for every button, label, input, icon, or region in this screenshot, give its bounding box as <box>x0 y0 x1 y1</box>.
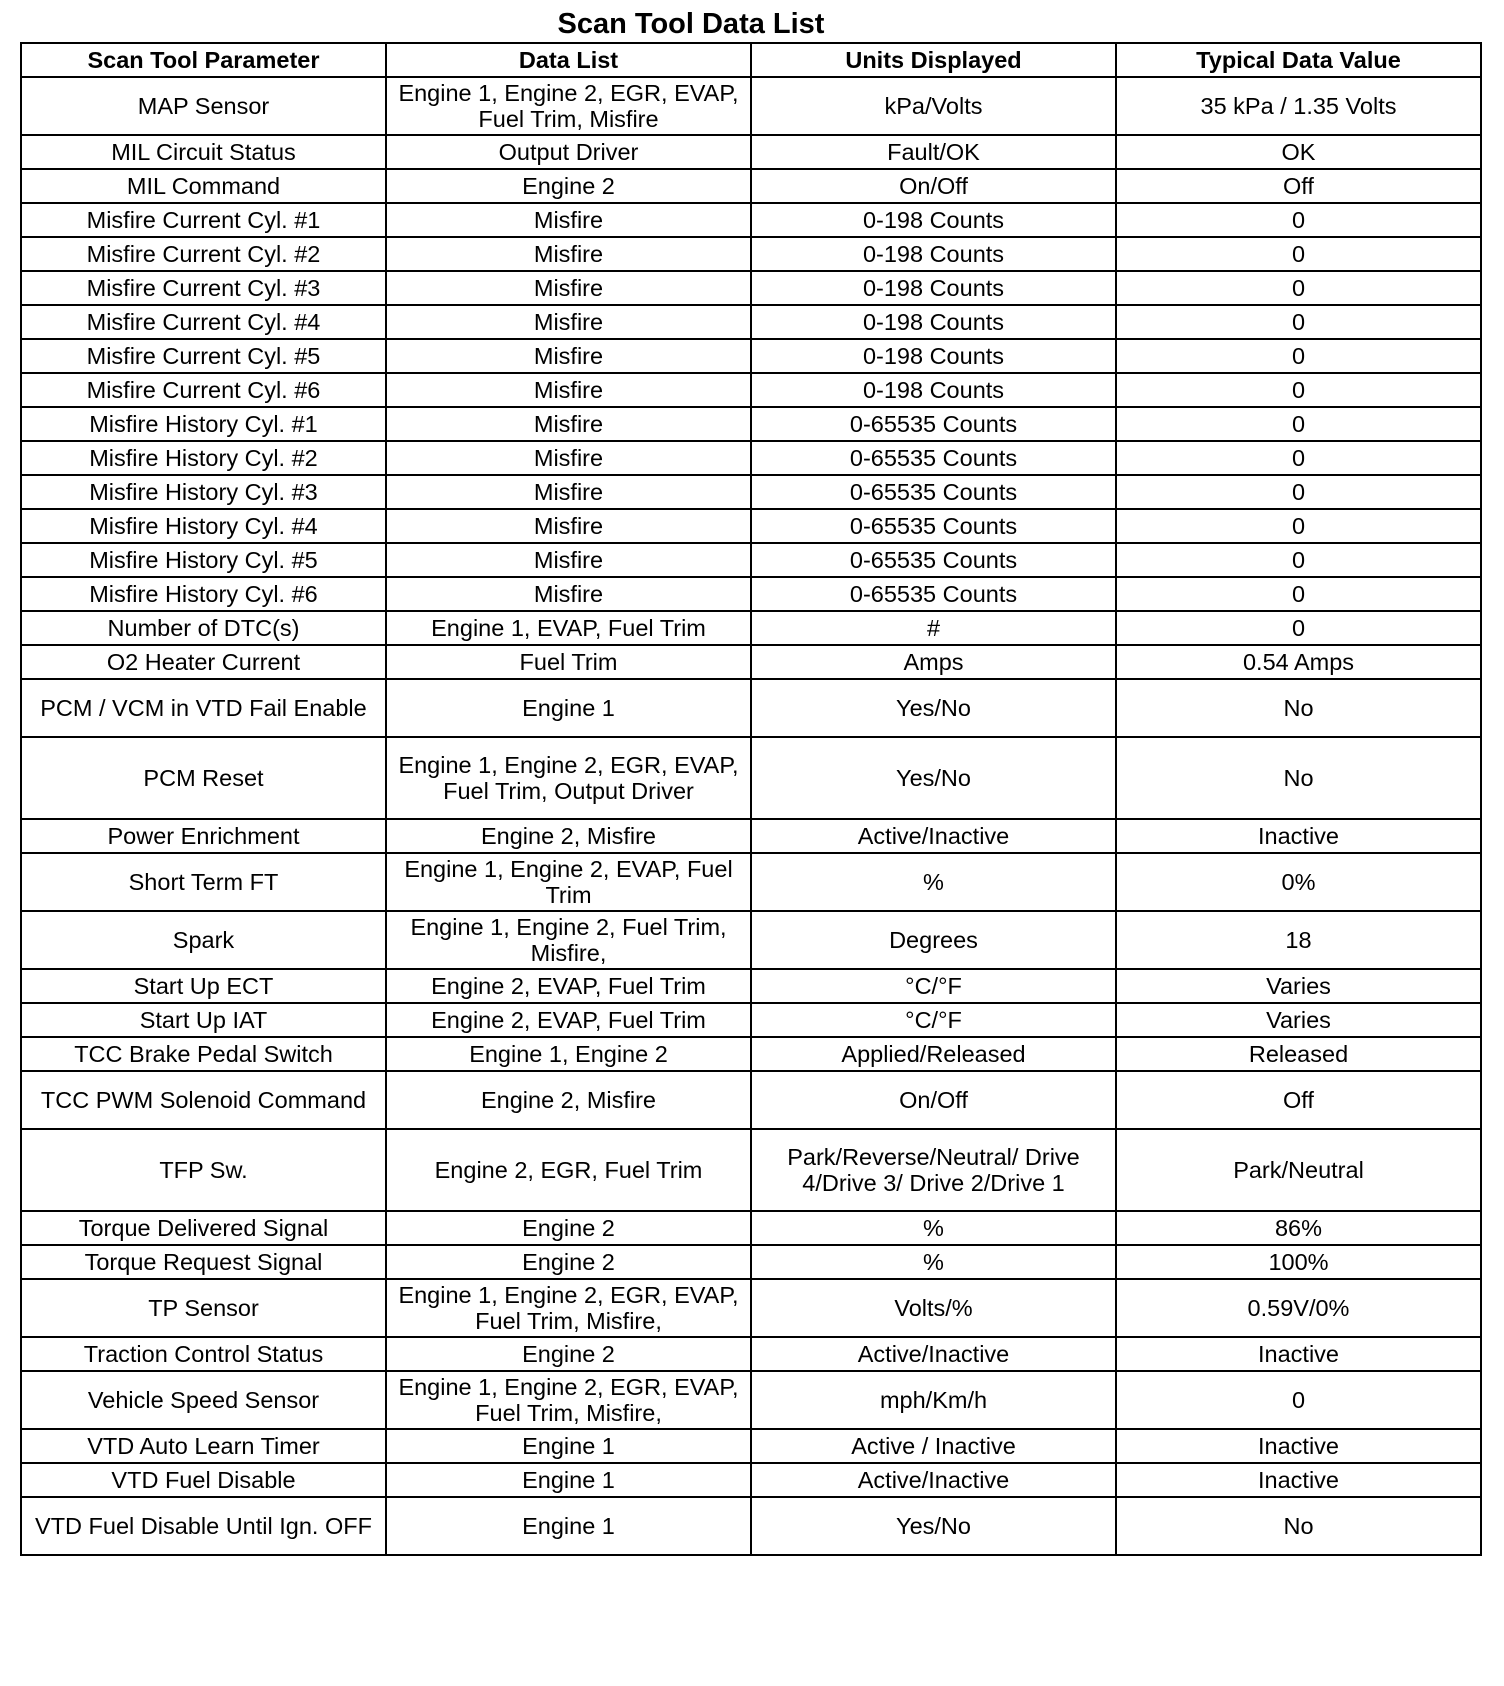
document-title: Scan Tool Data List <box>557 8 825 40</box>
scan-tool-data-table <box>20 42 1482 1556</box>
units-cell: Applied/Released <box>751 1037 1116 1071</box>
header-scan-tool-parameter: Scan Tool Parameter <box>21 43 386 77</box>
data-list-cell: Engine 1 <box>386 1497 751 1555</box>
units-cell: 0-65535 Counts <box>751 543 1116 577</box>
units-cell: kPa/Volts <box>751 77 1116 135</box>
typical-value-cell: 35 kPa / 1.35 Volts <box>1116 77 1481 135</box>
typical-value-cell: Inactive <box>1116 1429 1481 1463</box>
data-list-cell: Misfire <box>386 475 751 509</box>
table-row <box>21 969 1481 1003</box>
parameter-cell: TFP Sw. <box>21 1129 386 1211</box>
typical-value-cell: No <box>1116 1497 1481 1555</box>
table-row <box>21 1497 1481 1555</box>
units-cell: Yes/No <box>751 1497 1116 1555</box>
parameter-cell: TCC PWM Solenoid Command <box>21 1071 386 1129</box>
parameter-cell: Misfire Current Cyl. #4 <box>21 305 386 339</box>
data-list-cell: Engine 1, Engine 2, EVAP, Fuel Trim <box>386 853 751 911</box>
typical-value-cell: 0% <box>1116 853 1481 911</box>
table-row <box>21 645 1481 679</box>
data-list-cell: Misfire <box>386 305 751 339</box>
parameter-cell: MIL Command <box>21 169 386 203</box>
parameter-cell: PCM / VCM in VTD Fail Enable <box>21 679 386 737</box>
table-row <box>21 305 1481 339</box>
typical-value-cell: 18 <box>1116 911 1481 969</box>
parameter-cell: Misfire Current Cyl. #6 <box>21 373 386 407</box>
data-list-cell: Misfire <box>386 441 751 475</box>
typical-value-cell: Off <box>1116 169 1481 203</box>
units-cell: 0-198 Counts <box>751 339 1116 373</box>
parameter-cell: Power Enrichment <box>21 819 386 853</box>
header-typical-data-value: Typical Data Value <box>1116 43 1481 77</box>
typical-value-cell: Inactive <box>1116 1463 1481 1497</box>
data-list-cell: Engine 1, Engine 2, Fuel Trim, Misfire, <box>386 911 751 969</box>
table-row <box>21 1429 1481 1463</box>
units-cell: 0-65535 Counts <box>751 441 1116 475</box>
parameter-cell: VTD Fuel Disable Until Ign. OFF <box>21 1497 386 1555</box>
typical-value-cell: 0 <box>1116 543 1481 577</box>
table-row <box>21 1003 1481 1037</box>
parameter-cell: Misfire History Cyl. #5 <box>21 543 386 577</box>
data-list-cell: Misfire <box>386 237 751 271</box>
table-row <box>21 1337 1481 1371</box>
units-cell: Volts/% <box>751 1279 1116 1337</box>
table-row <box>21 203 1481 237</box>
table-row <box>21 237 1481 271</box>
typical-value-cell: Varies <box>1116 1003 1481 1037</box>
typical-value-cell: 0 <box>1116 237 1481 271</box>
parameter-cell: Misfire History Cyl. #1 <box>21 407 386 441</box>
units-cell: 0-198 Counts <box>751 305 1116 339</box>
parameter-cell: O2 Heater Current <box>21 645 386 679</box>
parameter-cell: Misfire Current Cyl. #1 <box>21 203 386 237</box>
typical-value-cell: 86% <box>1116 1211 1481 1245</box>
parameter-cell: MAP Sensor <box>21 77 386 135</box>
parameter-cell: Start Up IAT <box>21 1003 386 1037</box>
typical-value-cell: No <box>1116 737 1481 819</box>
table-row <box>21 373 1481 407</box>
table-row <box>21 169 1481 203</box>
table-row <box>21 737 1481 819</box>
table-row <box>21 1463 1481 1497</box>
header-row <box>21 43 1481 77</box>
typical-value-cell: 0 <box>1116 475 1481 509</box>
data-list-cell: Misfire <box>386 373 751 407</box>
typical-value-cell: OK <box>1116 135 1481 169</box>
units-cell: Degrees <box>751 911 1116 969</box>
typical-value-cell: 0.54 Amps <box>1116 645 1481 679</box>
typical-value-cell: 0 <box>1116 509 1481 543</box>
parameter-cell: VTD Auto Learn Timer <box>21 1429 386 1463</box>
parameter-cell: TCC Brake Pedal Switch <box>21 1037 386 1071</box>
table-row <box>21 1371 1481 1429</box>
data-list-cell: Misfire <box>386 407 751 441</box>
units-cell: On/Off <box>751 169 1116 203</box>
parameter-cell: VTD Fuel Disable <box>21 1463 386 1497</box>
data-list-cell: Engine 1, Engine 2, EGR, EVAP, Fuel Trim, Output Driver <box>386 737 751 819</box>
typical-value-cell: 0 <box>1116 407 1481 441</box>
parameter-cell: PCM Reset <box>21 737 386 819</box>
data-list-cell: Misfire <box>386 339 751 373</box>
parameter-cell: Traction Control Status <box>21 1337 386 1371</box>
typical-value-cell: 100% <box>1116 1245 1481 1279</box>
typical-value-cell: 0 <box>1116 1371 1481 1429</box>
table-row <box>21 509 1481 543</box>
units-cell: Active/Inactive <box>751 819 1116 853</box>
units-cell: 0-65535 Counts <box>751 509 1116 543</box>
table-row <box>21 1071 1481 1129</box>
table-row <box>21 271 1481 305</box>
units-cell: Active/Inactive <box>751 1463 1116 1497</box>
units-cell: mph/Km/h <box>751 1371 1116 1429</box>
data-list-cell: Misfire <box>386 509 751 543</box>
data-list-cell: Misfire <box>386 271 751 305</box>
units-cell: 0-198 Counts <box>751 237 1116 271</box>
table-row <box>21 819 1481 853</box>
table-row <box>21 441 1481 475</box>
table-row <box>21 853 1481 911</box>
table-row <box>21 543 1481 577</box>
table-body <box>21 77 1481 1555</box>
units-cell: On/Off <box>751 1071 1116 1129</box>
data-list-cell: Engine 2 <box>386 1245 751 1279</box>
typical-value-cell: No <box>1116 679 1481 737</box>
typical-value-cell: 0 <box>1116 305 1481 339</box>
typical-value-cell: Park/Neutral <box>1116 1129 1481 1211</box>
data-list-cell: Output Driver <box>386 135 751 169</box>
units-cell: % <box>751 1245 1116 1279</box>
parameter-cell: Torque Request Signal <box>21 1245 386 1279</box>
units-cell: Fault/OK <box>751 135 1116 169</box>
typical-value-cell: Off <box>1116 1071 1481 1129</box>
data-list-cell: Fuel Trim <box>386 645 751 679</box>
table-row <box>21 1245 1481 1279</box>
units-cell: °C/°F <box>751 1003 1116 1037</box>
data-list-cell: Engine 2 <box>386 1211 751 1245</box>
parameter-cell: Vehicle Speed Sensor <box>21 1371 386 1429</box>
parameter-cell: Misfire History Cyl. #2 <box>21 441 386 475</box>
typical-value-cell: 0.59V/0% <box>1116 1279 1481 1337</box>
units-cell: 0-198 Counts <box>751 203 1116 237</box>
units-cell: Active/Inactive <box>751 1337 1116 1371</box>
units-cell: 0-65535 Counts <box>751 475 1116 509</box>
parameter-cell: Misfire History Cyl. #4 <box>21 509 386 543</box>
data-list-cell: Engine 2 <box>386 1337 751 1371</box>
header-units-displayed: Units Displayed <box>751 43 1116 77</box>
units-cell: 0-198 Counts <box>751 373 1116 407</box>
units-cell: 0-65535 Counts <box>751 577 1116 611</box>
header-data-list: Data List <box>386 43 751 77</box>
parameter-cell: Start Up ECT <box>21 969 386 1003</box>
table-row <box>21 1211 1481 1245</box>
parameter-cell: Misfire Current Cyl. #5 <box>21 339 386 373</box>
typical-value-cell: Inactive <box>1116 1337 1481 1371</box>
typical-value-cell: 0 <box>1116 577 1481 611</box>
parameter-cell: Spark <box>21 911 386 969</box>
parameter-cell: Misfire History Cyl. #3 <box>21 475 386 509</box>
data-list-cell: Engine 1, EVAP, Fuel Trim <box>386 611 751 645</box>
table-row <box>21 1129 1481 1211</box>
typical-value-cell: 0 <box>1116 373 1481 407</box>
units-cell: 0-198 Counts <box>751 271 1116 305</box>
typical-value-cell: Released <box>1116 1037 1481 1071</box>
data-list-cell: Engine 2, EGR, Fuel Trim <box>386 1129 751 1211</box>
parameter-cell: MIL Circuit Status <box>21 135 386 169</box>
parameter-cell: Misfire History Cyl. #6 <box>21 577 386 611</box>
data-list-cell: Engine 1 <box>386 1463 751 1497</box>
table-row <box>21 77 1481 135</box>
parameter-cell: Number of DTC(s) <box>21 611 386 645</box>
typical-value-cell: 0 <box>1116 271 1481 305</box>
data-list-cell: Engine 1 <box>386 1429 751 1463</box>
units-cell: 0-65535 Counts <box>751 407 1116 441</box>
typical-value-cell: 0 <box>1116 611 1481 645</box>
table-row <box>21 611 1481 645</box>
table-row <box>21 135 1481 169</box>
data-list-cell: Engine 1, Engine 2, EGR, EVAP, Fuel Trim, Misfire, <box>386 1371 751 1429</box>
units-cell: Yes/No <box>751 679 1116 737</box>
table-row <box>21 911 1481 969</box>
typical-value-cell: Varies <box>1116 969 1481 1003</box>
units-cell: °C/°F <box>751 969 1116 1003</box>
data-list-cell: Engine 2, EVAP, Fuel Trim <box>386 969 751 1003</box>
data-list-cell: Engine 2 <box>386 169 751 203</box>
data-list-cell: Misfire <box>386 203 751 237</box>
parameter-cell: Torque Delivered Signal <box>21 1211 386 1245</box>
table-row <box>21 577 1481 611</box>
data-list-cell: Engine 2, Misfire <box>386 1071 751 1129</box>
table-row <box>21 475 1481 509</box>
units-cell: Park/Reverse/Neutral/ Drive 4/Drive 3/ Drive 2/Drive 1 <box>751 1129 1116 1211</box>
units-cell: Yes/No <box>751 737 1116 819</box>
typical-value-cell: 0 <box>1116 203 1481 237</box>
table-row <box>21 679 1481 737</box>
data-list-cell: Engine 2, Misfire <box>386 819 751 853</box>
parameter-cell: TP Sensor <box>21 1279 386 1337</box>
units-cell: Active / Inactive <box>751 1429 1116 1463</box>
data-list-cell: Misfire <box>386 543 751 577</box>
data-list-cell: Engine 1, Engine 2, EGR, EVAP, Fuel Trim, Misfire, <box>386 1279 751 1337</box>
units-cell: % <box>751 1211 1116 1245</box>
table-row <box>21 339 1481 373</box>
data-list-cell: Engine 2, EVAP, Fuel Trim <box>386 1003 751 1037</box>
parameter-cell: Misfire Current Cyl. #2 <box>21 237 386 271</box>
units-cell: % <box>751 853 1116 911</box>
typical-value-cell: Inactive <box>1116 819 1481 853</box>
table-row <box>21 1037 1481 1071</box>
typical-value-cell: 0 <box>1116 441 1481 475</box>
units-cell: # <box>751 611 1116 645</box>
typical-value-cell: 0 <box>1116 339 1481 373</box>
table-row <box>21 1279 1481 1337</box>
parameter-cell: Short Term FT <box>21 853 386 911</box>
data-list-cell: Engine 1 <box>386 679 751 737</box>
data-list-cell: Misfire <box>386 577 751 611</box>
table-header <box>21 43 1481 77</box>
units-cell: Amps <box>751 645 1116 679</box>
parameter-cell: Misfire Current Cyl. #3 <box>21 271 386 305</box>
data-list-cell: Engine 1, Engine 2, EGR, EVAP, Fuel Trim, Misfire <box>386 77 751 135</box>
table-row <box>21 407 1481 441</box>
data-list-cell: Engine 1, Engine 2 <box>386 1037 751 1071</box>
